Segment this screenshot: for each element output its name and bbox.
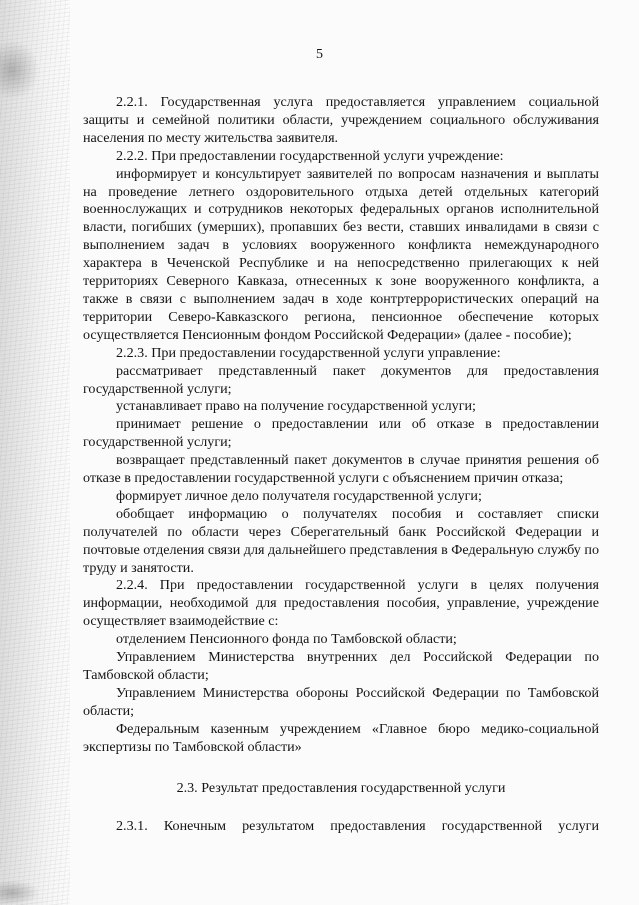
paragraph-summarizes: обобщает информацию о получателях пособия и составляет списки получателей по области через Сберегательный банк Российской Федерации и почтовые отделения связи для дальнейшего представления в Федеральную службу по труду и занятости.: [83, 505, 599, 576]
paragraph-defense-ministry: Управлением Министерства обороны Российской Федерации по Тамбовской области;: [83, 684, 599, 719]
paragraph-2-3-1: 2.3.1. Конечным результатом предоставления государственной услуги: [116, 818, 599, 835]
document-body: [83, 94, 599, 836]
paragraph-establishes: устанавливает право на получение государственной услуги;: [116, 398, 476, 415]
paragraph-forms-file: формирует личное дело получателя государственной услуги;: [116, 487, 482, 504]
paragraph-interior-ministry: Управлением Министерства внутренних дел Российской Федерации по Тамбовской области;: [83, 649, 599, 683]
paragraph-2-2-1: 2.2.1. Государственная услуга предоставляется управлением социальной защиты и семейной политики области, учреждением социального обслуживания населения по месту жительства заявителя.: [83, 94, 599, 146]
scan-edge-noise: [0, 0, 70, 905]
paragraph-medical-bureau: Федеральным казенным учреждением «Главное бюро медико-социальной экспертизы по Тамбовской области»: [83, 720, 599, 755]
paragraph-returns: возвращает представленный пакет документов в случае принятия решения об отказе в предоставлении государственной услуги с объяснением причин отказа;: [83, 452, 599, 487]
scan-blot: [0, 880, 40, 905]
section-heading-2-3: 2.3. Результат предоставления государственной услуги: [176, 779, 506, 796]
paragraph-2-2-3: 2.2.3. При предоставлении государственной услуги управление:: [116, 344, 501, 361]
paragraph-2-2-4: 2.2.4. При предоставлении государственной услуги в целях получения информации, необходимой для предоставления пособия, управление, учреждение осуществляет взаимодействие с:: [83, 577, 599, 630]
paragraph-pension-fund: отделением Пенсионного фонда по Тамбовской области;: [116, 631, 457, 648]
paragraph-2-2-2: 2.2.2. При предоставлении государственной услуги учреждение:: [116, 147, 504, 164]
page-number: 5: [316, 47, 323, 62]
paragraph-decides: принимает решение о предоставлении или об отказе в предоставлении государственной услуги;: [83, 416, 599, 451]
paragraph-reviews: рассматривает представленный пакет документов для предоставления государственной услуги;: [83, 362, 599, 397]
paragraph-informs: информирует и консультирует заявителей по вопросам назначения и выплаты на проведение летнего оздоровительного отдыха детей отдельных категорий военнослужащих и сотрудников некоторых федеральных органов исполнительной власти, погибших (умерших), пропавших без вести, ставших инвалидами в связи с выполнением задач в условиях вооруженного конфликта немеждународного характера в Чеченской Республике и на непосредственно прилегающих к ней территориях Северного Кавказа, отнесенных к зоне вооруженного конфликта, а также в связи с выполнением задач в ходе контртеррористических операций на территории Северо-Кавказского региона, пенсионное обеспечение которых осуществляется Пенсионным фондом Российской Федерации» (далее - пособие);: [83, 165, 599, 343]
